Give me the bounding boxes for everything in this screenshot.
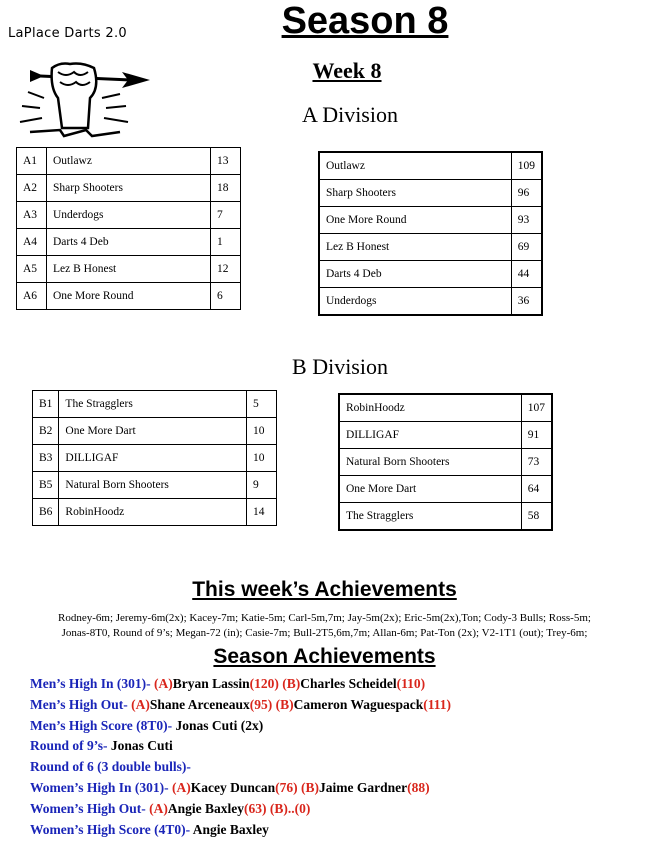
table-row bbox=[33, 472, 277, 499]
week-title: Week 8 bbox=[312, 58, 382, 83]
team-name: Natural Born Shooters bbox=[59, 472, 247, 499]
team-name: Underdogs bbox=[47, 202, 211, 229]
team-code: A5 bbox=[17, 256, 47, 283]
table-row bbox=[17, 256, 241, 283]
standing-points: 107 bbox=[521, 394, 552, 422]
season-achievement-line bbox=[30, 801, 310, 817]
team-name: One More Round bbox=[47, 283, 211, 310]
standing-points: 64 bbox=[521, 476, 552, 503]
team-code: A3 bbox=[17, 202, 47, 229]
achievement-segment: Kacey Duncan bbox=[190, 780, 276, 795]
standing-points: 36 bbox=[511, 288, 542, 316]
achievement-segment: Round of 9’s- bbox=[30, 738, 111, 754]
season-achievement-line bbox=[30, 676, 425, 692]
table-row bbox=[17, 202, 241, 229]
achievement-segment: Men’s High Out- bbox=[30, 696, 132, 712]
standing-team-name: The Stragglers bbox=[339, 503, 521, 531]
weekly-achievements-line-2: Jonas-8T0, Round of 9’s; Megan-72 (in); Casie-7m; Bull-2T5,6m,7m; Allan-6m; Pat-Ton (2x); V2-1T1 (out); Trey-6m; bbox=[61, 627, 588, 639]
achievement-segment: (A) bbox=[154, 676, 173, 691]
table-row bbox=[339, 449, 552, 476]
achievement-segment: (A) bbox=[131, 696, 150, 712]
a-division-standings-table bbox=[318, 151, 543, 316]
team-week-score: 13 bbox=[211, 148, 241, 175]
achievement-segment: Angie Baxley bbox=[192, 821, 269, 837]
season-achievement-line bbox=[30, 780, 430, 796]
standing-points: 96 bbox=[511, 180, 542, 207]
standing-points: 93 bbox=[511, 207, 542, 234]
achievement-segment: (76) (B) bbox=[275, 780, 320, 795]
b-division-standings-table bbox=[338, 393, 553, 531]
table-row bbox=[33, 391, 277, 418]
b-division-week-table bbox=[32, 390, 277, 526]
table-row bbox=[17, 283, 241, 310]
team-code: B3 bbox=[33, 445, 59, 472]
standing-points: 58 bbox=[521, 503, 552, 531]
team-week-score: 18 bbox=[211, 175, 241, 202]
team-name: Lez B Honest bbox=[47, 256, 211, 283]
table-row bbox=[319, 207, 542, 234]
team-name: Sharp Shooters bbox=[47, 175, 211, 202]
achievement-segment: Women’s High In (301)- bbox=[30, 780, 173, 795]
team-name: The Stragglers bbox=[59, 391, 247, 418]
team-week-score: 10 bbox=[247, 445, 277, 472]
team-name: RobinHoodz bbox=[59, 499, 247, 526]
weekly-achievements-line-1: Rodney-6m; Jeremy-6m(2x); Kacey-7m; Katie-5m; Carl-5m,7m; Jay-5m(2x); Eric-5m(2x),Ton; Cody-3 Bulls; Ross-5m; bbox=[58, 612, 591, 624]
team-code: B5 bbox=[33, 472, 59, 499]
achievement-segment: (120) (B) bbox=[249, 676, 301, 691]
standing-points: 109 bbox=[511, 152, 542, 180]
weekly-achievements-title: This week’s Achievements bbox=[192, 578, 457, 601]
achievement-segment: Jaime Gardner bbox=[319, 780, 408, 795]
standing-team-name: One More Dart bbox=[339, 476, 521, 503]
standing-points: 91 bbox=[521, 422, 552, 449]
standing-team-name: Natural Born Shooters bbox=[339, 449, 521, 476]
standing-team-name: Sharp Shooters bbox=[319, 180, 511, 207]
team-code: B1 bbox=[33, 391, 59, 418]
achievement-segment: (95) (B) bbox=[249, 696, 294, 712]
team-name: Darts 4 Deb bbox=[47, 229, 211, 256]
brand-name: LaPlace Darts 2.0 bbox=[8, 26, 128, 41]
table-row bbox=[17, 148, 241, 175]
season-achievement-line bbox=[30, 718, 263, 734]
achievement-segment: Charles Scheidel bbox=[300, 676, 397, 691]
a-division-title: A Division bbox=[302, 102, 398, 127]
achievement-segment: Men’s High Score (8T0)- bbox=[30, 717, 176, 733]
achievement-segment: Bryan Lassin bbox=[172, 676, 250, 691]
season-achievement-line bbox=[30, 738, 173, 754]
dart-fist-logo bbox=[10, 58, 160, 138]
achievement-segment: (110) bbox=[396, 676, 426, 691]
standing-points: 73 bbox=[521, 449, 552, 476]
table-row bbox=[339, 476, 552, 503]
achievement-segment: (A) bbox=[172, 780, 191, 795]
achievement-segment: Jonas Cuti bbox=[110, 738, 173, 754]
season-achievements-title: Season Achievements bbox=[213, 645, 436, 668]
team-name: One More Dart bbox=[59, 418, 247, 445]
table-row bbox=[319, 261, 542, 288]
table-row bbox=[339, 422, 552, 449]
achievement-segment: Women’s High Out- bbox=[30, 800, 150, 816]
team-week-score: 9 bbox=[247, 472, 277, 499]
team-code: B6 bbox=[33, 499, 59, 526]
team-week-score: 1 bbox=[211, 229, 241, 256]
team-code: B2 bbox=[33, 418, 59, 445]
achievement-segment: Women’s High Score (4T0)- bbox=[30, 821, 193, 837]
standing-team-name: Darts 4 Deb bbox=[319, 261, 511, 288]
team-week-score: 6 bbox=[211, 283, 241, 310]
standing-team-name: Outlawz bbox=[319, 152, 511, 180]
standing-team-name: DILLIGAF bbox=[339, 422, 521, 449]
season-achievement-line bbox=[30, 697, 451, 713]
table-row bbox=[33, 445, 277, 472]
season-achievement-line bbox=[30, 822, 269, 838]
team-week-score: 7 bbox=[211, 202, 241, 229]
table-row bbox=[17, 175, 241, 202]
team-code: A6 bbox=[17, 283, 47, 310]
table-row bbox=[319, 288, 542, 316]
achievement-segment: Jonas Cuti (2x) bbox=[175, 717, 264, 733]
team-week-score: 12 bbox=[211, 256, 241, 283]
team-name: Outlawz bbox=[47, 148, 211, 175]
team-week-score: 14 bbox=[247, 499, 277, 526]
standing-team-name: Lez B Honest bbox=[319, 234, 511, 261]
table-row bbox=[319, 152, 542, 180]
a-division-week-table bbox=[16, 147, 241, 310]
team-week-score: 10 bbox=[247, 418, 277, 445]
achievement-segment: (111) bbox=[423, 696, 452, 712]
table-row bbox=[319, 234, 542, 261]
table-row bbox=[339, 394, 552, 422]
achievement-segment: Cameron Waguespack bbox=[293, 696, 424, 712]
team-code: A4 bbox=[17, 229, 47, 256]
team-code: A2 bbox=[17, 175, 47, 202]
table-row bbox=[33, 418, 277, 445]
achievement-segment: (63) (B)..(0) bbox=[244, 800, 311, 816]
achievement-segment: (88) bbox=[407, 780, 430, 795]
b-division-title: B Division bbox=[292, 354, 388, 379]
standing-team-name: One More Round bbox=[319, 207, 511, 234]
team-code: A1 bbox=[17, 148, 47, 175]
season-title: Season 8 bbox=[281, 0, 449, 42]
standing-points: 44 bbox=[511, 261, 542, 288]
achievement-segment: Shane Arceneaux bbox=[149, 696, 250, 712]
achievement-segment: Round of 6 (3 double bulls)- bbox=[30, 759, 191, 775]
table-row bbox=[319, 180, 542, 207]
table-row bbox=[17, 229, 241, 256]
standing-points: 69 bbox=[511, 234, 542, 261]
team-name: DILLIGAF bbox=[59, 445, 247, 472]
standing-team-name: RobinHoodz bbox=[339, 394, 521, 422]
season-achievement-line bbox=[30, 759, 191, 775]
team-week-score: 5 bbox=[247, 391, 277, 418]
achievement-segment: Angie Baxley bbox=[167, 800, 245, 816]
table-row bbox=[339, 503, 552, 531]
achievement-segment: (A) bbox=[149, 800, 168, 816]
standing-team-name: Underdogs bbox=[319, 288, 511, 316]
table-row bbox=[33, 499, 277, 526]
achievement-segment: Men’s High In (301)- bbox=[30, 676, 154, 691]
